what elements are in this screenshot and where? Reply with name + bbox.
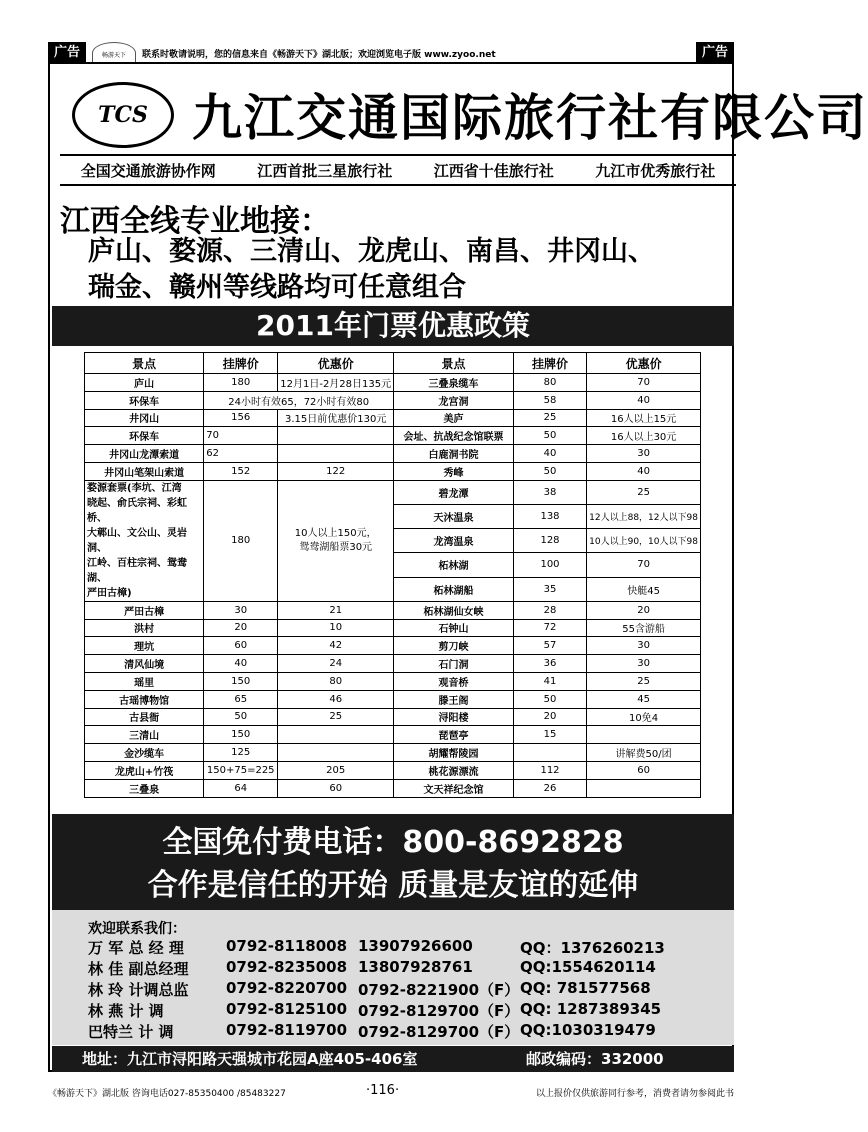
spot-cell: 秀峰 (394, 462, 514, 480)
discount-cell (587, 726, 701, 744)
spot-cell: 琵琶亭 (394, 726, 514, 744)
discount-cell: 10 (278, 619, 394, 637)
table-row (85, 374, 701, 392)
price-cell (513, 744, 586, 762)
price-cell: 180 (204, 480, 278, 601)
contact-name: 林 燕 计 调 (88, 1002, 164, 1020)
spot-cell: 理坑 (85, 637, 204, 655)
discount-cell: 40 (587, 462, 701, 480)
discount-cell: 12月1日-2月28日135元 (278, 374, 394, 392)
package-line: 晓起、俞氏宗祠、彩虹桥、 (87, 497, 187, 524)
discount-cell: 25 (587, 672, 701, 690)
slogan-line: 庐山、婺源、三清山、龙虎山、南昌、井冈山、 (88, 236, 655, 267)
discount-cell (587, 779, 701, 797)
contact-phone: 0792-8118008 (226, 937, 348, 955)
spot-cell: 石钟山 (394, 619, 514, 637)
discount-cell: 45 (587, 690, 701, 708)
spot-cell: 龙湾温泉 (394, 529, 514, 553)
contact-qq: QQ：1376260213 (520, 939, 665, 957)
hotline-band (52, 814, 734, 910)
ticket-policy-title: 2011年门票优惠政策 (52, 306, 734, 346)
page-number: ·116· (366, 1083, 400, 1098)
spot-cell: 文天祥纪念馆 (394, 779, 514, 797)
contact-heading: 欢迎联系我们： (88, 921, 186, 937)
spot-cell: 井冈山龙潭索道 (85, 445, 204, 463)
spot-cell: 滕王阁 (394, 690, 514, 708)
spot-cell: 三清山 (85, 726, 204, 744)
postcode: 邮政编码：332000 (526, 1050, 664, 1068)
spot-cell: 观音桥 (394, 672, 514, 690)
spot-cell: 白鹿洞书院 (394, 445, 514, 463)
table-row (85, 462, 701, 480)
spot-cell: 浔阳楼 (394, 708, 514, 726)
discount-cell: 40 (587, 391, 701, 409)
table-row (85, 744, 701, 762)
price-cell: 26 (513, 779, 586, 797)
table-row (85, 779, 701, 797)
discount-cell: 3.15日前优惠价130元 (278, 409, 394, 427)
honors-row (60, 160, 736, 181)
spot-cell: 环保车 (85, 391, 204, 409)
price-cell: 58 (513, 391, 586, 409)
table-row (85, 655, 701, 673)
package-line: 江岭、百柱宗祠、鸳鸯湖、 (87, 557, 187, 584)
discount-cell: 21 (278, 601, 394, 619)
header-divider (60, 154, 736, 156)
spot-cell: 严田古樟 (85, 601, 204, 619)
spot-cell: 古县衙 (85, 708, 204, 726)
col-header-list-price: 挂牌价 (513, 353, 586, 374)
discount-cell: 25 (278, 708, 394, 726)
company-name: 九江交通国际旅行社有限公司 (192, 89, 868, 147)
slogan-heading: 江西全线专业地接： (60, 204, 330, 239)
motto: 合作是信任的开始 质量是友谊的延伸 (147, 868, 639, 903)
spot-cell: 天沐温泉 (394, 504, 514, 528)
price-cell: 30 (204, 601, 278, 619)
address: 地址：九江市浔阳路天强城市花园A座405-406室 (82, 1050, 418, 1068)
price-cell: 28 (513, 601, 586, 619)
col-header-spot: 景点 (394, 353, 514, 374)
price-cell: 156 (204, 409, 278, 427)
company-header (64, 78, 868, 152)
spot-cell: 瑶里 (85, 672, 204, 690)
honors-divider (60, 184, 736, 186)
price-cell: 60 (204, 637, 278, 655)
discount-cell (278, 726, 394, 744)
contact-fax: 0792-8221900（F） (358, 981, 520, 999)
discount-cell: 70 (587, 553, 701, 577)
table-row (85, 601, 701, 619)
discount-cell: 20 (587, 601, 701, 619)
spot-cell: 胡耀帮陵园 (394, 744, 514, 762)
discount-cell: 24小时有效65，72小时有效80 (204, 391, 394, 409)
discount-line: 鸳鸯湖船票30元 (299, 541, 373, 553)
honor-item: 全国交通旅游协作网 (80, 162, 216, 180)
discount-cell: 讲解费50/团 (587, 744, 701, 762)
col-header-list-price: 挂牌价 (204, 353, 278, 374)
spot-cell: 古瑶博物馆 (85, 690, 204, 708)
price-cell: 72 (513, 619, 586, 637)
table-row (85, 672, 701, 690)
contact-qq: QQ:1030319479 (520, 1021, 656, 1039)
discount-cell: 60 (278, 779, 394, 797)
price-cell: 50 (513, 462, 586, 480)
contact-qq: QQ: 781577568 (520, 979, 651, 997)
discount-cell: 25 (587, 480, 701, 504)
price-cell: 152 (204, 462, 278, 480)
price-cell: 70 (204, 427, 278, 445)
price-cell: 41 (513, 672, 586, 690)
spot-cell: 三叠泉 (85, 779, 204, 797)
price-cell: 150 (204, 672, 278, 690)
discount-cell: 70 (587, 374, 701, 392)
table-row (85, 391, 701, 409)
spot-cell: 柘林湖仙女峡 (394, 601, 514, 619)
price-cell: 150+75=225 (204, 761, 278, 779)
price-cell: 50 (204, 708, 278, 726)
discount-cell: 30 (587, 445, 701, 463)
spot-cell: 柘林湖 (394, 553, 514, 577)
honor-item: 九江市优秀旅行社 (595, 162, 716, 180)
price-cell: 50 (513, 690, 586, 708)
contact-mobile: 13807928761 (358, 958, 473, 976)
discount-cell (278, 427, 394, 445)
discount-cell: 46 (278, 690, 394, 708)
price-cell: 125 (204, 744, 278, 762)
price-cell: 38 (513, 480, 586, 504)
price-cell: 57 (513, 637, 586, 655)
discount-cell: 122 (278, 462, 394, 480)
discount-cell (278, 445, 394, 463)
discount-cell: 10人以上90，10人以下98 (587, 529, 701, 553)
price-cell: 15 (513, 726, 586, 744)
price-cell: 36 (513, 655, 586, 673)
price-cell: 180 (204, 374, 278, 392)
contact-fax: 0792-8129700（F） (358, 1002, 520, 1020)
discount-cell: 30 (587, 655, 701, 673)
honor-item: 江西省十佳旅行社 (433, 162, 554, 180)
price-cell: 25 (513, 409, 586, 427)
discount-cell: 42 (278, 637, 394, 655)
price-cell: 20 (513, 708, 586, 726)
contact-phone: 0792-8235008 (226, 958, 348, 976)
spot-cell: 清风仙境 (85, 655, 204, 673)
contact-phone: 0792-8119700 (226, 1021, 348, 1039)
col-header-discount: 优惠价 (587, 353, 701, 374)
discount-cell: 10免4 (587, 708, 701, 726)
footer-publication: 《畅游天下》湖北版 咨询电话027-85350400 /85483227 (48, 1089, 286, 1099)
spot-cell: 环保车 (85, 427, 204, 445)
table-row (85, 427, 701, 445)
spot-cell: 柘林湖船 (394, 577, 514, 601)
spot-cell: 龙虎山+竹筏 (85, 761, 204, 779)
table-row (85, 409, 701, 427)
price-cell: 35 (513, 577, 586, 601)
discount-cell: 60 (587, 761, 701, 779)
spot-cell: 金沙缆车 (85, 744, 204, 762)
col-header-discount: 优惠价 (278, 353, 394, 374)
slogan-routes (88, 234, 738, 306)
spot-cell: 庐山 (85, 374, 204, 392)
discount-cell: 16人以上30元 (587, 427, 701, 445)
footer-disclaimer: 以上报价仅供旅游同行参考，消费者请勿参阅此书 (535, 1089, 734, 1099)
price-cell: 150 (204, 726, 278, 744)
discount-cell: 80 (278, 672, 394, 690)
contact-name: 万 军 总 经 理 (88, 939, 184, 957)
contact-mobile: 13907926600 (358, 937, 473, 955)
package-line: 严田古樟) (87, 587, 132, 599)
price-cell: 62 (204, 445, 278, 463)
price-cell: 40 (204, 655, 278, 673)
address-bar (52, 1046, 734, 1072)
price-cell: 112 (513, 761, 586, 779)
spot-cell: 龙宫洞 (394, 391, 514, 409)
discount-cell: 205 (278, 761, 394, 779)
top-notice-text: 联系时敬请说明，您的信息来自《畅游天下》湖北版；欢迎浏览电子版 www.zyoo.net (142, 49, 496, 60)
spot-cell: 石门洞 (394, 655, 514, 673)
discount-cell (278, 744, 394, 762)
price-cell: 138 (513, 504, 586, 528)
price-cell: 40 (513, 445, 586, 463)
contact-phone: 0792-8125100 (226, 1000, 348, 1018)
spot-cell: 三叠泉缆车 (394, 374, 514, 392)
table-row (85, 619, 701, 637)
spot-cell: 美庐 (394, 409, 514, 427)
contact-qq: QQ: 1287389345 (520, 1000, 662, 1018)
contact-fax: 0792-8129700（F） (358, 1023, 520, 1041)
table-row (85, 708, 701, 726)
table-row (85, 637, 701, 655)
price-cell: 20 (204, 619, 278, 637)
discount-cell: 快艇45 (587, 577, 701, 601)
contact-phone: 0792-8220700 (226, 979, 348, 997)
discount-cell: 12人以上88，12人以下98 (587, 504, 701, 528)
discount-cell: 16人以上15元 (587, 409, 701, 427)
spot-cell: 洪村 (85, 619, 204, 637)
discount-line: 10人以上150元， (294, 527, 377, 539)
honor-item: 江西首批三星旅行社 (257, 162, 393, 180)
discount-cell: 30 (587, 637, 701, 655)
discount-cell: 24 (278, 655, 394, 673)
package-line: 婺源套票(李坑、江湾 (87, 482, 182, 494)
table-row (85, 480, 701, 504)
contact-name: 林 佳 副总经理 (88, 960, 189, 978)
wuyuan-package-cell (85, 480, 204, 601)
table-row (85, 726, 701, 744)
table-header-row (85, 353, 701, 374)
price-cell: 50 (513, 427, 586, 445)
slogan-line: 瑞金、赣州等线路均可任意组合 (88, 272, 466, 303)
logo-text: TCS (98, 102, 148, 128)
table-row (85, 445, 701, 463)
spot-cell: 桃花源漂流 (394, 761, 514, 779)
price-cell: 65 (204, 690, 278, 708)
price-cell: 100 (513, 553, 586, 577)
top-notice-bar (48, 42, 734, 64)
price-cell: 80 (513, 374, 586, 392)
page-footer (48, 1083, 734, 1103)
price-cell: 128 (513, 529, 586, 553)
table-row (85, 761, 701, 779)
package-line: 大鄣山、文公山、灵岩洞、 (87, 527, 187, 554)
toll-free-hotline: 全国免付费电话：800-8692828 (162, 825, 624, 860)
ad-label-right: 广告 (696, 42, 734, 64)
ticket-price-table (84, 352, 701, 798)
contact-name: 林 玲 计调总监 (88, 981, 189, 999)
discount-cell: 55含游船 (587, 619, 701, 637)
spot-cell: 剪刀峡 (394, 637, 514, 655)
contact-qq: QQ:1554620114 (520, 958, 656, 976)
col-header-spot: 景点 (85, 353, 204, 374)
contact-name: 巴特兰 计 调 (88, 1023, 174, 1041)
price-cell: 64 (204, 779, 278, 797)
ad-label-left: 广告 (48, 42, 86, 64)
spot-cell: 会址、抗战纪念馆联票 (394, 427, 514, 445)
table-row (85, 690, 701, 708)
contacts-panel (52, 910, 734, 1045)
brand-mark-logo: 畅游天下 (92, 42, 136, 64)
company-logo (72, 82, 174, 148)
wuyuan-discount-cell (278, 480, 394, 601)
spot-cell: 碧龙潭 (394, 480, 514, 504)
spot-cell: 井冈山 (85, 409, 204, 427)
spot-cell: 井冈山笔架山索道 (85, 462, 204, 480)
